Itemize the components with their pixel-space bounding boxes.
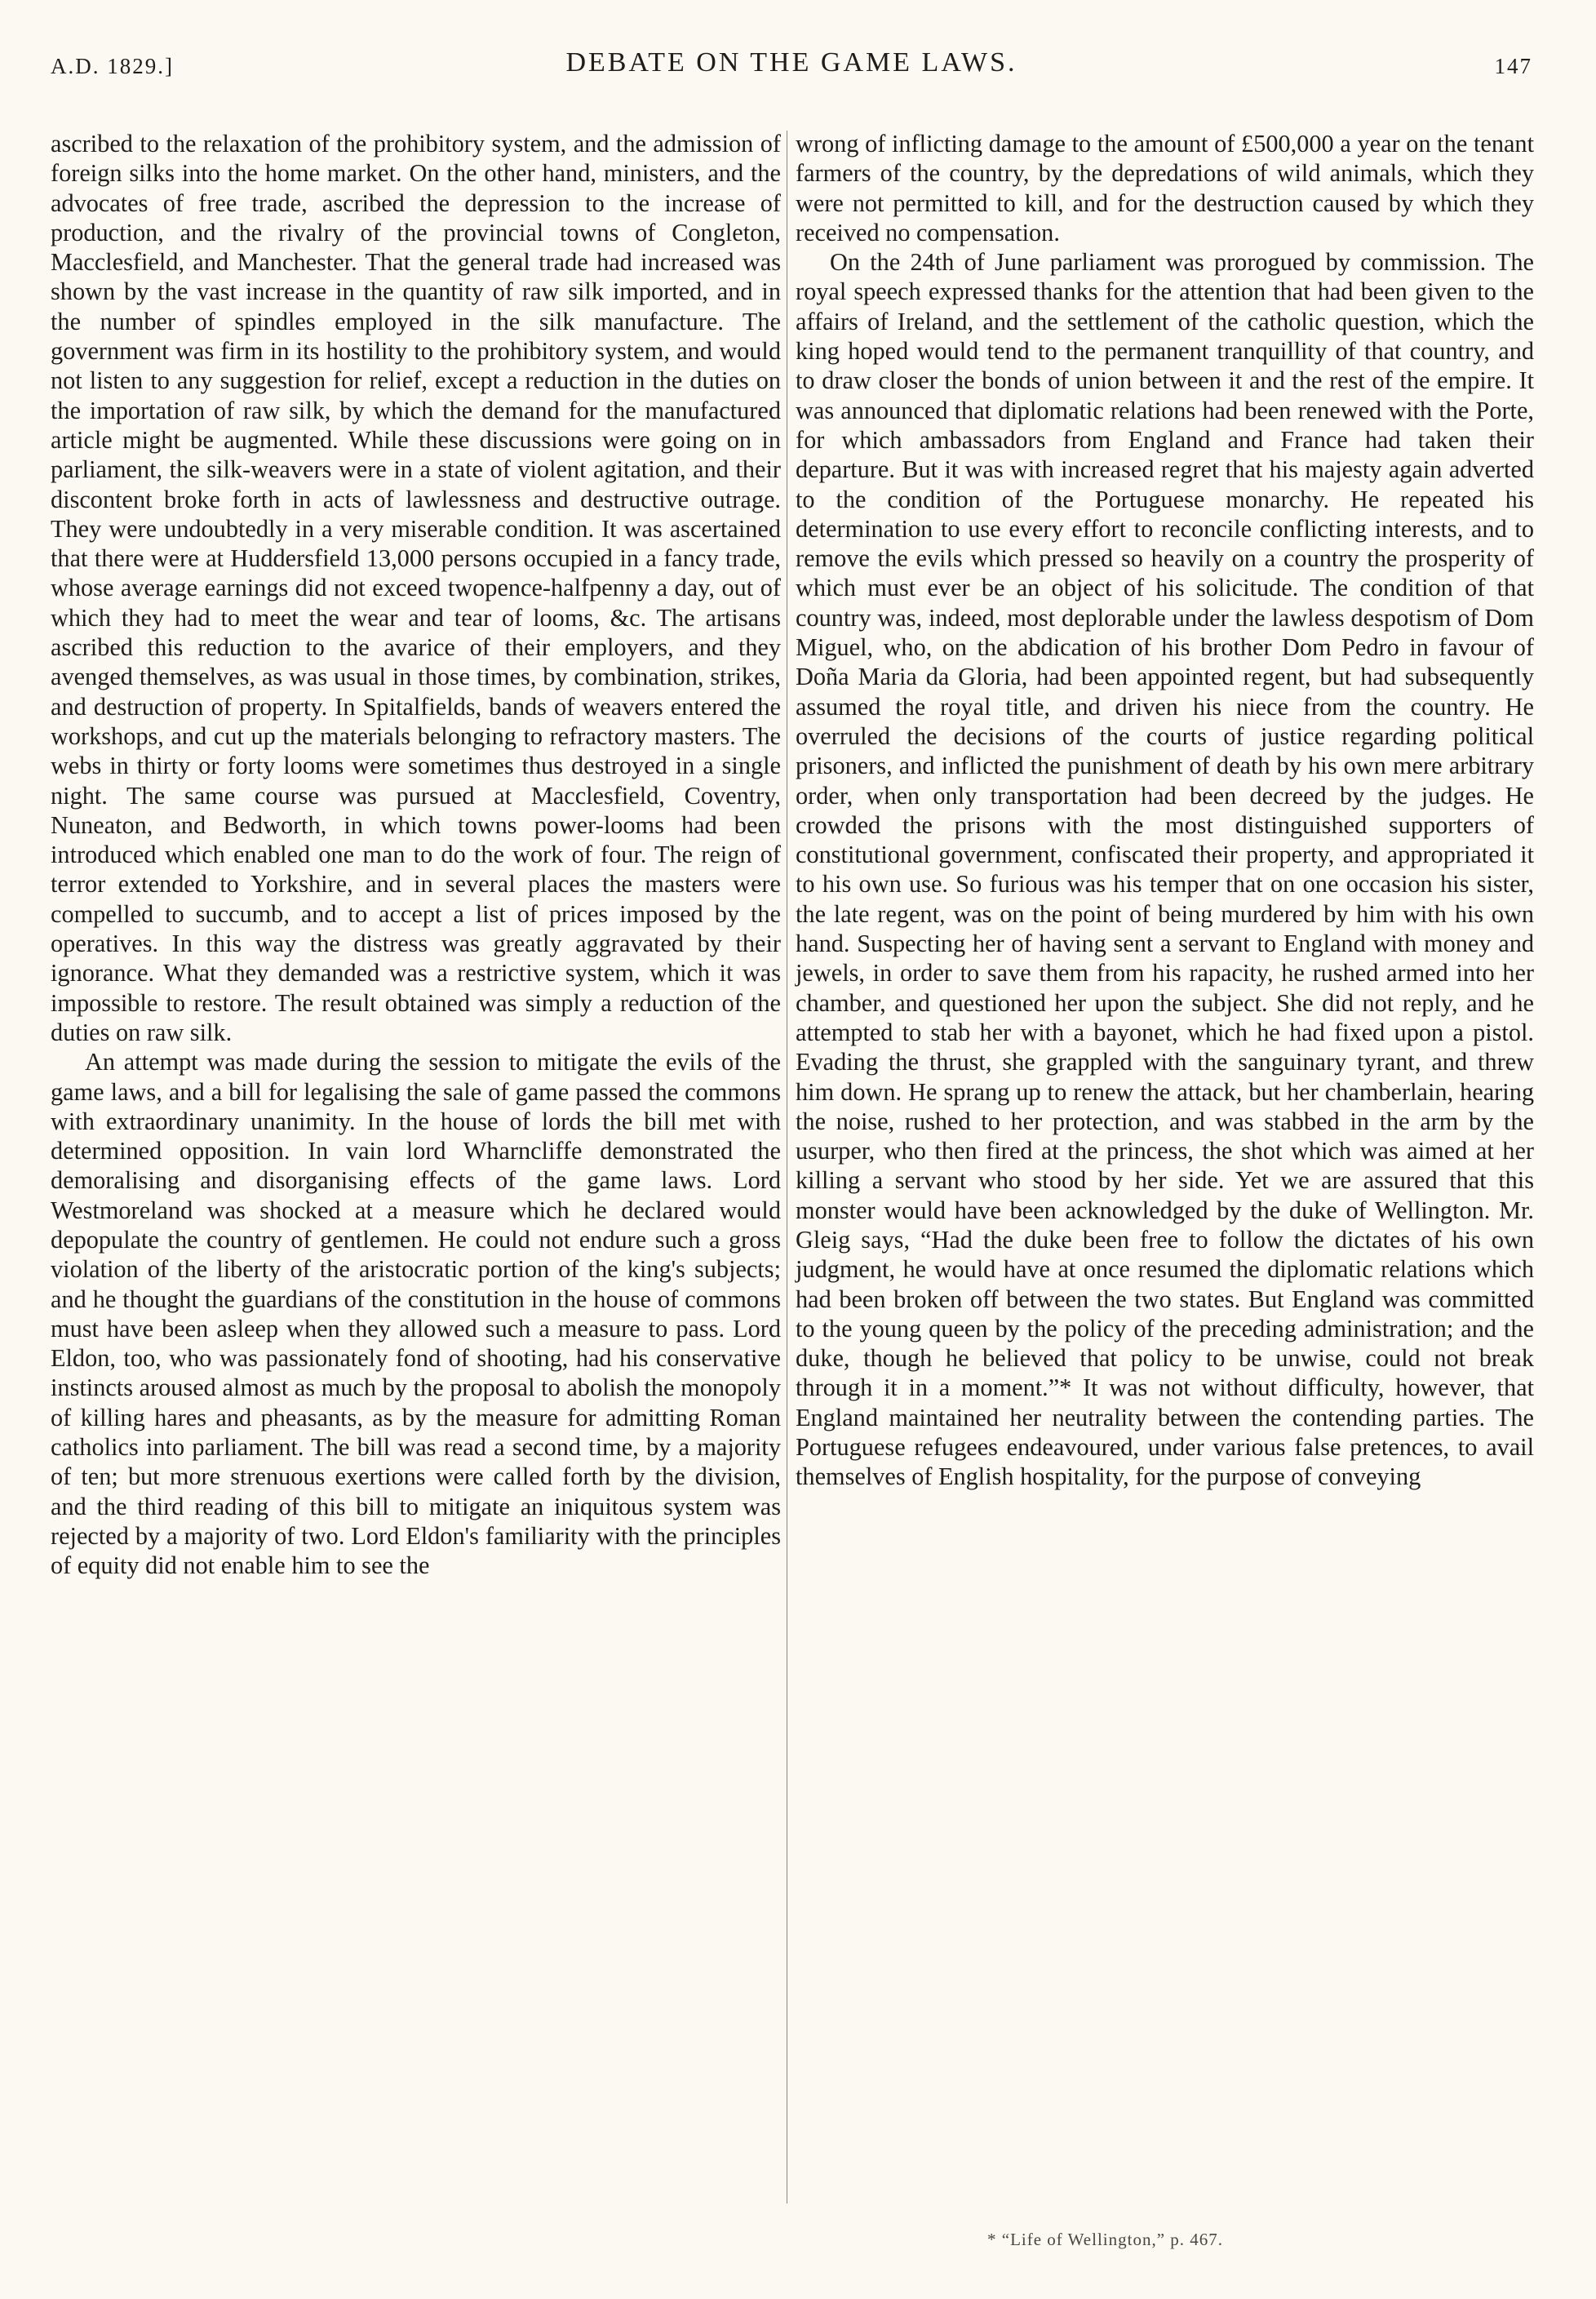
paragraph: On the 24th of June parliament was prorogued by commission. The royal speech expressed thanks for the attention that had been given to the affairs of Ireland, and the settlement of the catholic question, which the king hoped would tend to the permanent tranquillity of that country, and to draw closer the bonds of union between it and the rest of the empire. It was announced that diplomatic relations had been renewed with the Porte, for which ambassadors from England and France had taken their departure. But it was with increased regret that his majesty again adverted to the condition of the Portuguese monarchy. He repeated his determination to use every effort to reconcile conflicting interests, and to remove the evils which pressed so heavily on a country the prosperity of which must ever be an object of his solicitude. The condition of that country was, indeed, most deplorable under the lawless despotism of Dom Miguel, who, on the abdication of his brother Dom Pedro in favour of Doña Maria da Gloria, had been appointed regent, but had subsequently assumed the royal title, and driven his niece from the country. He overruled the decisions of the courts of justice regarding political prisoners, and inflicted the punishment of death by his own mere arbitrary order, when only transportation had been decreed by the judges. He crowded the prisons with the most distinguished supporters of constitutional government, confiscated their property, and appropriated it to his own use. So furious was his temper that on one occasion his sister, the late regent, was on the point of being murdered by him with his own hand. Suspecting her of having sent a servant to England with money and jewels, in order to save them from his rapacity, he rushed armed into her chamber, and questioned her upon the subject. She did not reply, and he attempted to stab her with a bayonet, which he had fixed upon a pistol. Evading the thrust, she grappled with the sanguinary tyrant, and threw him down. He sprang up to renew the attack, but her chamberlain, hearing the noise, rushed to her protection, and was stabbed in the arm by the usurper, who then fired at the princess, the shot which was aimed at her killing a servant who stood by her side. Yet we are assured that this monster would have been acknowledged by the duke of Wellington. Mr. Gleig says, “Had the duke been free to follow the dictates of his own judgment, he would have at once resumed the diplomatic relations which had been broken off between the two states. But England was committed to the young queen by the policy of the preceding administration; and the duke, though he believed that policy to be unwise, could not break through it in a moment.”* It was not without difficulty, however, that England maintained her neutrality between the contending parties. The Portuguese refugees endeavoured, under various false pretences, to avail themselves of English hospitality, for the purpose of conveying	[796, 248, 1534, 1491]
page-title: DEBATE ON THE GAME LAWS.	[565, 47, 1017, 78]
paragraph: An attempt was made during the session to mitigate the evils of the game laws, and a bill for legalising the sale of game passed the commons with extraordinary unanimity. In the house of lords the bill met with determined opposition. In vain lord Wharncliffe demonstrated the demoralising and disorganising effects of the game laws. Lord Westmoreland was shocked at a measure which he declared would depopulate the country of gentlemen. He could not endure such a gross violation of the liberty of the aristocratic portion of the king's subjects; and he thought the guardians of the constitution in the house of commons must have been asleep when they allowed such a measure to pass. Lord Eldon, too, who was passionately fond of shooting, had his conservative instincts aroused almost as much by the proposal to abolish the monopoly of killing hares and pheasants, as by the measure for admitting Roman catholics into parliament. The bill was read a second time, by a majority of ten; but more strenuous exertions were called forth by the division, and the third reading of this bill to mitigate an iniquitous system was rejected by a majority of two. Lord Eldon's familiarity with the principles of equity did not enable him to see the	[51, 1048, 781, 1580]
running-header	[51, 47, 1532, 88]
left-column	[51, 129, 781, 1581]
header-year: A.D. 1829.]	[51, 54, 174, 78]
paragraph: ascribed to the relaxation of the prohibitory system, and the admission of foreign silks into the home market. On the other hand, ministers, and the advocates of free trade, ascribed the depression to the increase of production, and the rivalry of the provincial towns of Congleton, Macclesfield, and Manchester. That the general trade had increased was shown by the vast increase in the quantity of raw silk imported, and in the number of spindles employed in the silk manufacture. The government was firm in its hostility to the prohibitory system, and would not listen to any suggestion for relief, except a reduction in the duties on the importation of raw silk, by which the demand for the manufactured article might be augmented. While these discussions were going on in parliament, the silk-weavers were in a state of violent agitation, and their discontent broke forth in acts of lawlessness and destructive outrage. They were undoubtedly in a very miserable condition. It was ascertained that there were at Huddersfield 13,000 persons occupied in a fancy trade, whose average earnings did not exceed twopence-halfpenny a day, out of which they had to meet the wear and tear of looms, &c. The artisans ascribed this reduction to the avarice of their employers, and they avenged themselves, as was usual in those times, by combination, strikes, and destruction of property. In Spitalfields, bands of weavers entered the workshops, and cut up the materials belonging to refractory masters. The webs in thirty or forty looms were sometimes thus destroyed in a single night. The same course was pursued at Macclesfield, Coventry, Nuneaton, and Bedworth, in which towns power-looms had been introduced which enabled one man to do the work of four. The reign of terror extended to Yorkshire, and in several places the masters were compelled to succumb, and to accept a list of prices imposed by the operatives. In this way the distress was greatly aggravated by their ignorance. What they demanded was a restrictive system, which it was impossible to restore. The result obtained was simply a reduction of the duties on raw silk.	[51, 130, 781, 1046]
footnote: * “Life of Wellington,” p. 467.	[987, 2230, 1224, 2249]
right-column	[796, 129, 1534, 1492]
paragraph: wrong of inflicting damage to the amount of £500,000 a year on the tenant farmers of the country, by the depredations of wild animals, which they were not permitted to kill, and for the destruction caused by which they received no compensation.	[796, 130, 1534, 246]
page-number: 147	[1494, 54, 1532, 78]
